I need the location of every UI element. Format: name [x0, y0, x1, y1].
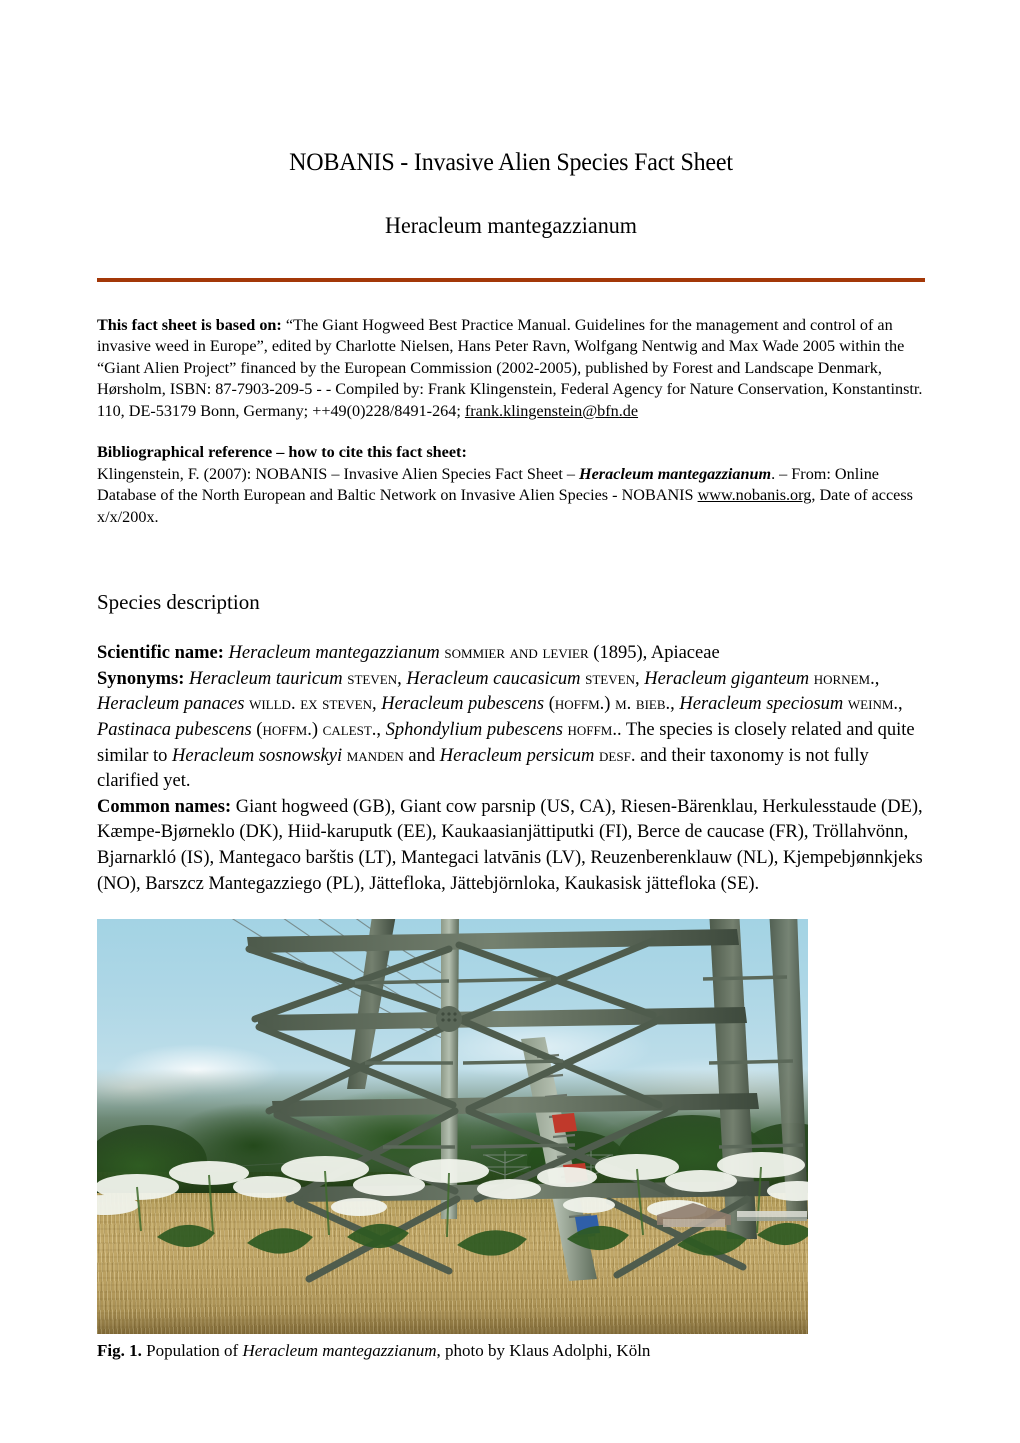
synonym-name: Heracleum giganteum — [644, 668, 810, 689]
related-species-1: Heracleum sosnowskyi — [172, 745, 343, 766]
synonyms-list: Heracleum tauricum steven, Heracleum caucasicum steven, Heracleum giganteum hornem., Heracleum panaces willd. ex steven, Heracleum pubescens (hoffm.) m. bieb., Heracleum speciosum weinm., Pastinaca pubescens (hoffm.) calest., Sphondylium pubescens hoffm.. — [97, 668, 903, 741]
species-description-block — [97, 641, 925, 897]
based-on-text: “The Giant Hogweed Best Practice Manual. Guidelines for the management and control of an invasive weed in Europe”, edited by Charlotte Nielsen, Hans Peter Ravn, Wolfgang Nentwig and Max Wade 2005 within the “Giant Alien Project” financed by the European Commission (2002-2005), published by Forest and Landscape Denmark, Hørsholm, ISBN: 87-7903-209-5 - - Compiled by: Frank Klingenstein, Federal Agency for Nature Conservation, Konstantinstr. 110, DE-53179 Bonn, Germany; ++49(0)228/8491-264; — [97, 315, 923, 420]
nobanis-url-link[interactable]: www.nobanis.org — [697, 486, 812, 505]
page-title: NOBANIS - Invasive Alien Species Fact Sheet — [289, 149, 733, 176]
synonym-authority: steven — [347, 668, 398, 689]
related-species-1-authority: manden — [346, 745, 404, 766]
synonym-authority: weinm. — [847, 694, 899, 715]
photo-pylon-overlay — [97, 919, 808, 1334]
figure-caption — [97, 1340, 925, 1362]
related-species-2: Heracleum persicum — [439, 745, 595, 766]
synonym-authority: (hoffm.) calest. — [256, 720, 377, 741]
synonym-authority: steven — [585, 668, 635, 689]
scientific-name-authority-2: levier — [542, 643, 589, 664]
synonym-authority: willd. ex steven — [249, 694, 372, 715]
synonym-authority: (hoffm.) m. bieb. — [548, 694, 671, 715]
scientific-name-binomial: Heracleum mantegazzianum — [228, 643, 440, 664]
synonym-authority: hoffm. — [567, 720, 617, 741]
synonym-name: Heracleum panaces — [97, 694, 245, 715]
figure-number: Fig. 1. — [97, 1341, 142, 1361]
bibliography-species-name: Heracleum mantegazzianum — [579, 464, 772, 483]
synonym-name: Heracleum speciosum — [679, 694, 844, 715]
figure-caption-species: Heracleum mantegazzianum — [242, 1341, 437, 1361]
bibliography-label: Bibliographical reference – how to cite this fact sheet: — [97, 443, 467, 462]
contact-email-link[interactable]: frank.klingenstein@bfn.de — [464, 401, 639, 420]
bibliography-text-2: . – From: Online Database of the North European and Baltic Network on Invasive Alien Species - NOBANIS — [97, 464, 879, 505]
synonyms-note-3: and their taxonomy is not fully clarified yet. — [97, 745, 869, 792]
synonyms-label: Synonyms: — [97, 668, 185, 689]
bibliography-text-1: Klingenstein, F. (2007): NOBANIS – Invasive Alien Species Fact Sheet – — [97, 464, 580, 483]
synonyms-note-1: The species is closely related and quite similar to — [97, 720, 915, 766]
based-on-paragraph — [97, 315, 925, 423]
bibliography-text-3: , Date of access x/x/200x. — [97, 486, 913, 526]
scientific-name-conjunction: and — [509, 643, 538, 664]
hogweed-leaves — [157, 1223, 808, 1256]
figure-caption-text-1: Population of — [141, 1341, 243, 1361]
figure-1 — [97, 919, 808, 1362]
page-subtitle: Heracleum mantegazzianum — [385, 213, 637, 238]
figure-caption-text-2: , photo by Klaus Adolphi, Köln — [436, 1341, 651, 1361]
species-description-heading: Species description — [97, 590, 260, 615]
related-species-2-authority: desf. — [599, 745, 636, 766]
title-divider — [97, 278, 925, 282]
synonym-name: Heracleum caucasicum — [406, 668, 581, 689]
scientific-name-authority-1: sommier — [444, 643, 506, 664]
scientific-name-label: Scientific name: — [97, 643, 224, 664]
synonym-name: Heracleum tauricum — [189, 668, 343, 689]
hogweed-population-photo — [97, 919, 808, 1334]
common-names-label: Common names: — [97, 796, 232, 817]
synonym-authority: hornem. — [813, 668, 875, 689]
synonym-name: Sphondylium pubescens — [385, 720, 563, 741]
scientific-name-year-family: (1895), Apiaceae — [593, 643, 720, 664]
synonym-name: Heracleum pubescens — [381, 694, 545, 715]
pylon-group — [97, 919, 808, 1281]
bibliography-paragraph — [97, 442, 925, 528]
pylon-marker-red — [552, 1113, 577, 1133]
based-on-label: This fact sheet is based on: — [97, 315, 282, 334]
synonyms-note-2: and — [403, 745, 440, 766]
document-content — [97, 0, 925, 1362]
common-names-text: Giant hogweed (GB), Giant cow parsnip (US, CA), Riesen-Bärenklau, Herkulesstaude (DE), Kæmpe-Bjørneklo (DK), Hiid-karuputk (EE), Kaukaasianjättiputki (FI), Berce de caucase (FR), Tröllahvönn, Bjarnarkló (IS), Mantegaco barštis (LT), Mantegaci latvānis (LV), Reuzenberenklauw (NL), Kjempebjønnkjeks (NO), Barszcz Mantegazziego (PL), Jättefloka, Jättebjörnloka, Kaukasisk jättefloka (SE). — [97, 796, 923, 894]
synonym-name: Pastinaca pubescens — [97, 720, 252, 741]
